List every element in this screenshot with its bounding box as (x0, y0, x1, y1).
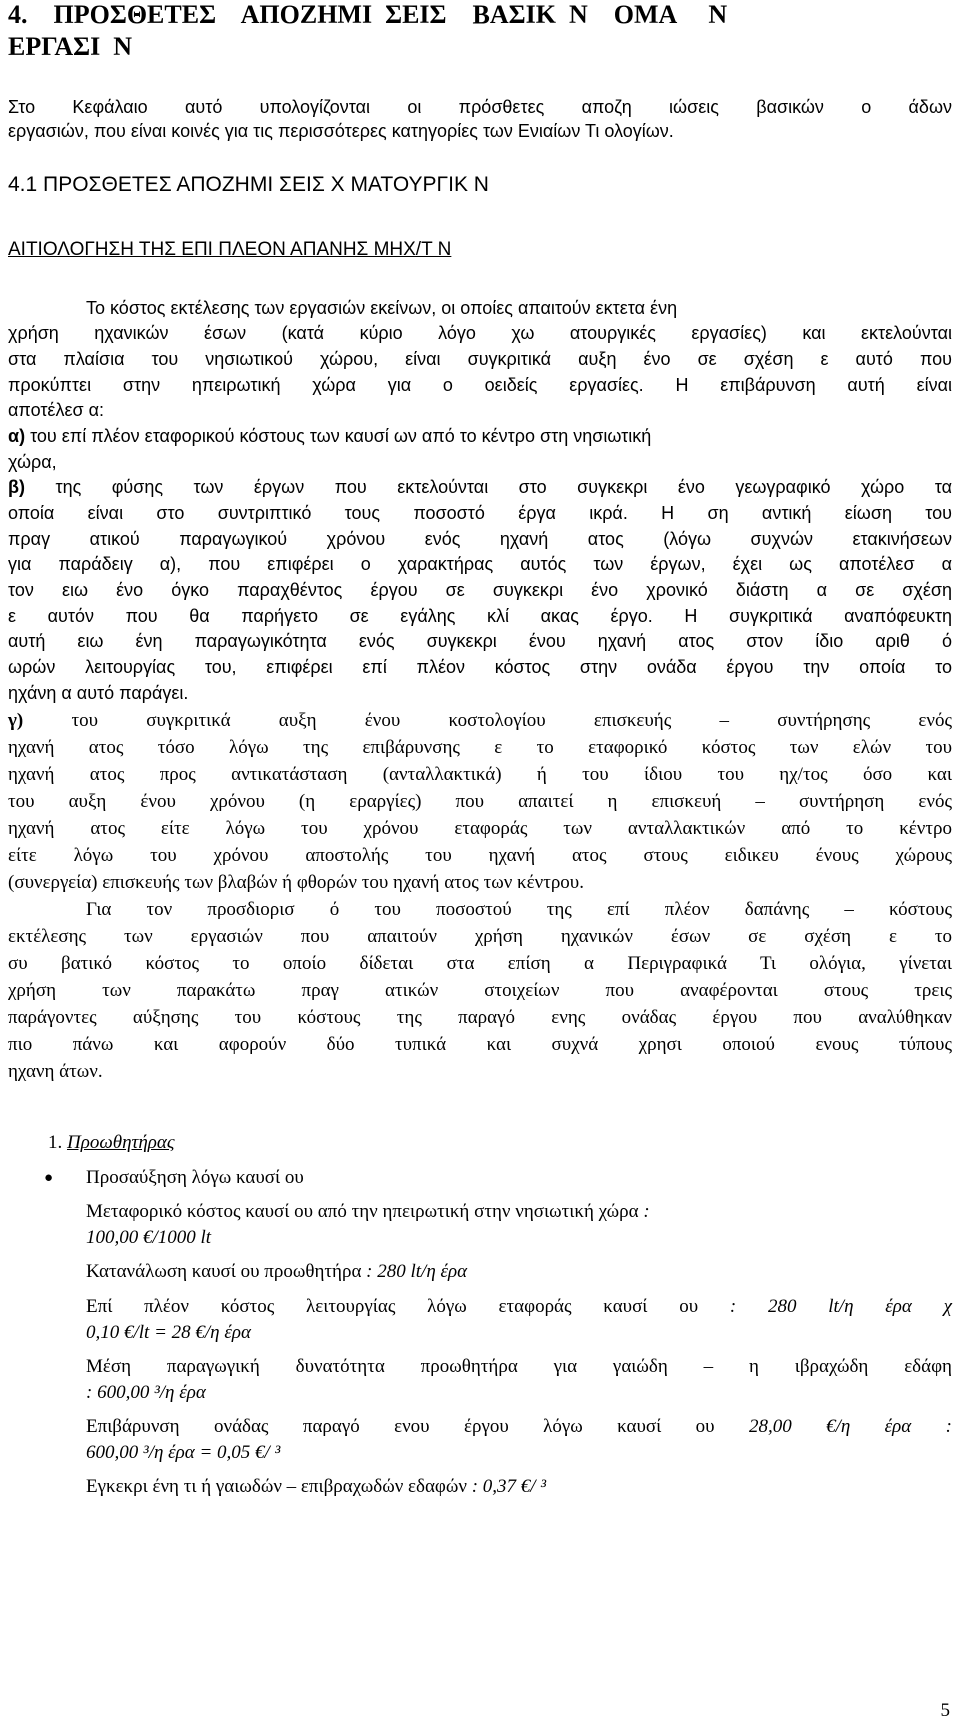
subsection-heading: 4.1 ΠΡΟΣΘΕΤΕΣ ΑΠΟΖΗΜΙ ΣΕΙΣ Χ ΜΑΤΟΥΡΓΙΚ Ν (8, 173, 489, 196)
detail-transport-cost-value: 100,00 €/1000 lt (86, 1227, 212, 1248)
para2-line: εκτέλεσης των εργασιών που απαιτούν χρήση ηχανικών έσων σε σχέση ε το (8, 926, 952, 947)
item-alpha-line-2: χώρα, (8, 452, 57, 472)
item-beta-line: αυτή ειω ένη παραγωγικότητα ενός συγκεκρι ένου ηχανή ατος στον ίδιο αριθ ό (8, 631, 952, 651)
page-number: 5 (940, 1700, 950, 1721)
item-beta-line: ωρών λειτουργίας του, επιφέρει επί πλέον κόστος στην ονάδα έργου την οποία το (8, 657, 952, 677)
item-beta-line: ηχάνη α αυτό παράγει. (8, 683, 189, 703)
detail-approved-price: Εγκεκρι ένη τι ή γαιωδών – επιβραχωδών εδαφών : 0,37 €/ ³ (86, 1476, 547, 1497)
item-beta-line-1: β) της φύσης των έργων που εκτελούνται στο συγκεκρι ένο γεωγραφικό χώρο τα (8, 477, 952, 497)
item-beta-line: τον ειω ένο όγκο παραχθέντος έργου σε συγκεκρι ένο χρονικό διάστη α σε σχέση (8, 580, 952, 600)
section-heading-line-2: ΕΡΓΑΣΙ Ν (8, 32, 133, 61)
item-beta-line: για παράδειγ α), που επιφέρει ο χαρακτήρας αυτός των έργων, έχει ως αποτέλεσ α (8, 554, 952, 574)
bullet-title: Προσαύξηση λόγω καυσί ου (86, 1167, 304, 1188)
detail-productivity: Μέση παραγωγική δυνατότητα προωθητήρα για γαιώδη – η ιβραχώδη εδάφη (86, 1356, 952, 1377)
item-gamma-line: ηχανή ατος τόσο λόγω της επιβάρυνσης ε το εταφορικό κόστος των ελών του (8, 737, 952, 758)
detail-extra-cost-value: 0,10 €/lt = 28 €/η έρα (86, 1322, 251, 1343)
item-alpha-line-1: α) του επί πλέον εταφορικού κόστους των καυσί ων από το κέντρο στη νησιωτική (8, 426, 652, 446)
item-gamma-line: ηχανή ατος είτε λόγω του χρόνου εταφοράς των ανταλλακτικών από το κέντρο (8, 818, 952, 839)
detail-transport-cost: Μεταφορικό κόστος καυσί ου από την ηπειρωτική στην νησιωτική χώρα : (86, 1201, 650, 1222)
body-line-4: προκύπτει στην ηπειρωτική χώρα για ο οειδείς εργασίες. Η επιβάρυνση αυτή είναι (8, 375, 952, 395)
list-item-1: 1. Προωθητήρας (48, 1132, 175, 1153)
item-gamma-line: του αυξη ένου χρόνου (η εραργίες) που απαιτεί η επισκευή – συντήρηση ενός (8, 791, 952, 812)
detail-extra-cost: Επί πλέον κόστος λειτουργίας λόγω εταφοράς καυσί ου : 280 lt/η έρα χ (86, 1296, 952, 1317)
body-line-2: χρήση ηχανικών έσων (κατά κύριο λόγο χω ατουργικές εργασίες) και εκτελούνται (8, 323, 952, 343)
body-line-3: στα πλαίσια του νησιωτικού χώρου, είναι συγκριτικά αυξη ένο σε σχέση ε αυτό που (8, 349, 952, 369)
bullet-icon: ● (44, 1170, 54, 1186)
item-gamma-line: είτε λόγω του χρόνου αποστολής του ηχανή ατος στους ειδικευ ένους χώρους (8, 845, 952, 866)
item-gamma-line: ηχανή ατος προς αντικατάσταση (ανταλλακτικά) ή του ίδιου του ηχ/τος όσο και (8, 764, 952, 785)
detail-unit-burden-value: 600,00 ³/η έρα = 0,05 €/ ³ (86, 1442, 281, 1463)
para2-line: ηχανη άτων. (8, 1061, 103, 1082)
item-gamma-line: (συνεργεία) επισκευής των βλαβών ή φθορών του ηχανή ατος των κέντρου. (8, 872, 584, 893)
intro-line-2: εργασιών, που είναι κοινές για τις περισσότερες κατηγορίες των Ενιαίων Τι ολογίων. (8, 121, 674, 141)
intro-line-1: Στο Κεφάλαιο αυτό υπολογίζονται οι πρόσθετες αποζη ιώσεις βασικών ο άδων (8, 97, 952, 117)
para2-line: παράγοντες αύξησης του κόστους της παραγό ενης ονάδας έργου που αναλύθηκαν (8, 1007, 952, 1028)
section-heading-line-1: 4. ΠΡΟΣΘΕΤΕΣ ΑΠΟΖΗΜΙ ΣΕΙΣ ΒΑΣΙΚ Ν ΟΜΑ Ν (8, 0, 728, 29)
justification-heading: ΑΙΤΙΟΛΟΓΗΣΗ ΤΗΣ ΕΠΙ ΠΛΕΟΝ ΑΠΑΝΗΣ ΜΗΧ/Τ Ν (8, 239, 452, 260)
item-beta-line: πραγ ατικού παραγωγικού χρόνου ενός ηχανή ατος (λόγω συχνών ετακινήσεων (8, 529, 952, 549)
item-beta-line: ε αυτόν που θα παρήγετο σε εγάλης κλί ακας έργο. Η συγκριτικά αναπόφευκτη (8, 606, 952, 626)
para2-line: συ βατικό κόστος το οποίο δίδεται στα επίση α Περιγραφικά Τι ολόγια, γίνεται (8, 953, 952, 974)
body-line-5: αποτέλεσ α: (8, 400, 105, 420)
detail-fuel-consumption: Κατανάλωση καυσί ου προωθητήρα : 280 lt/η έρα (86, 1261, 468, 1282)
item-gamma-line-1: γ) του συγκριτικά αυξη ένου κοστολογίου επισκευής – συντήρησης ενός (8, 710, 952, 731)
para2-line-1: Για τον προσδιορισ ό του ποσοστού της επί πλέον δαπάνης – κόστους (86, 899, 952, 920)
body-line-1: Το κόστος εκτέλεσης των εργασιών εκείνων, οι οποίες απαιτούν εκτετα ένη (86, 298, 678, 318)
para2-line: χρήση των παρακάτω πραγ ατικών στοιχείων που αναφέρονται στους τρεις (8, 980, 952, 1001)
item-beta-line: οποία είναι στο συντριπτικό τους ποσοστό έργα ικρά. Η ση αντική είωση του (8, 503, 952, 523)
para2-line: πιο πάνω και αφορούν δύο τυπικά και συχνά χρησι οποιού ενους τύπους (8, 1034, 952, 1055)
detail-productivity-value: : 600,00 ³/η έρα (86, 1382, 206, 1403)
detail-unit-burden: Επιβάρυνση ονάδας παραγό ενου έργου λόγω καυσί ου 28,00 €/η έρα : (86, 1416, 952, 1437)
